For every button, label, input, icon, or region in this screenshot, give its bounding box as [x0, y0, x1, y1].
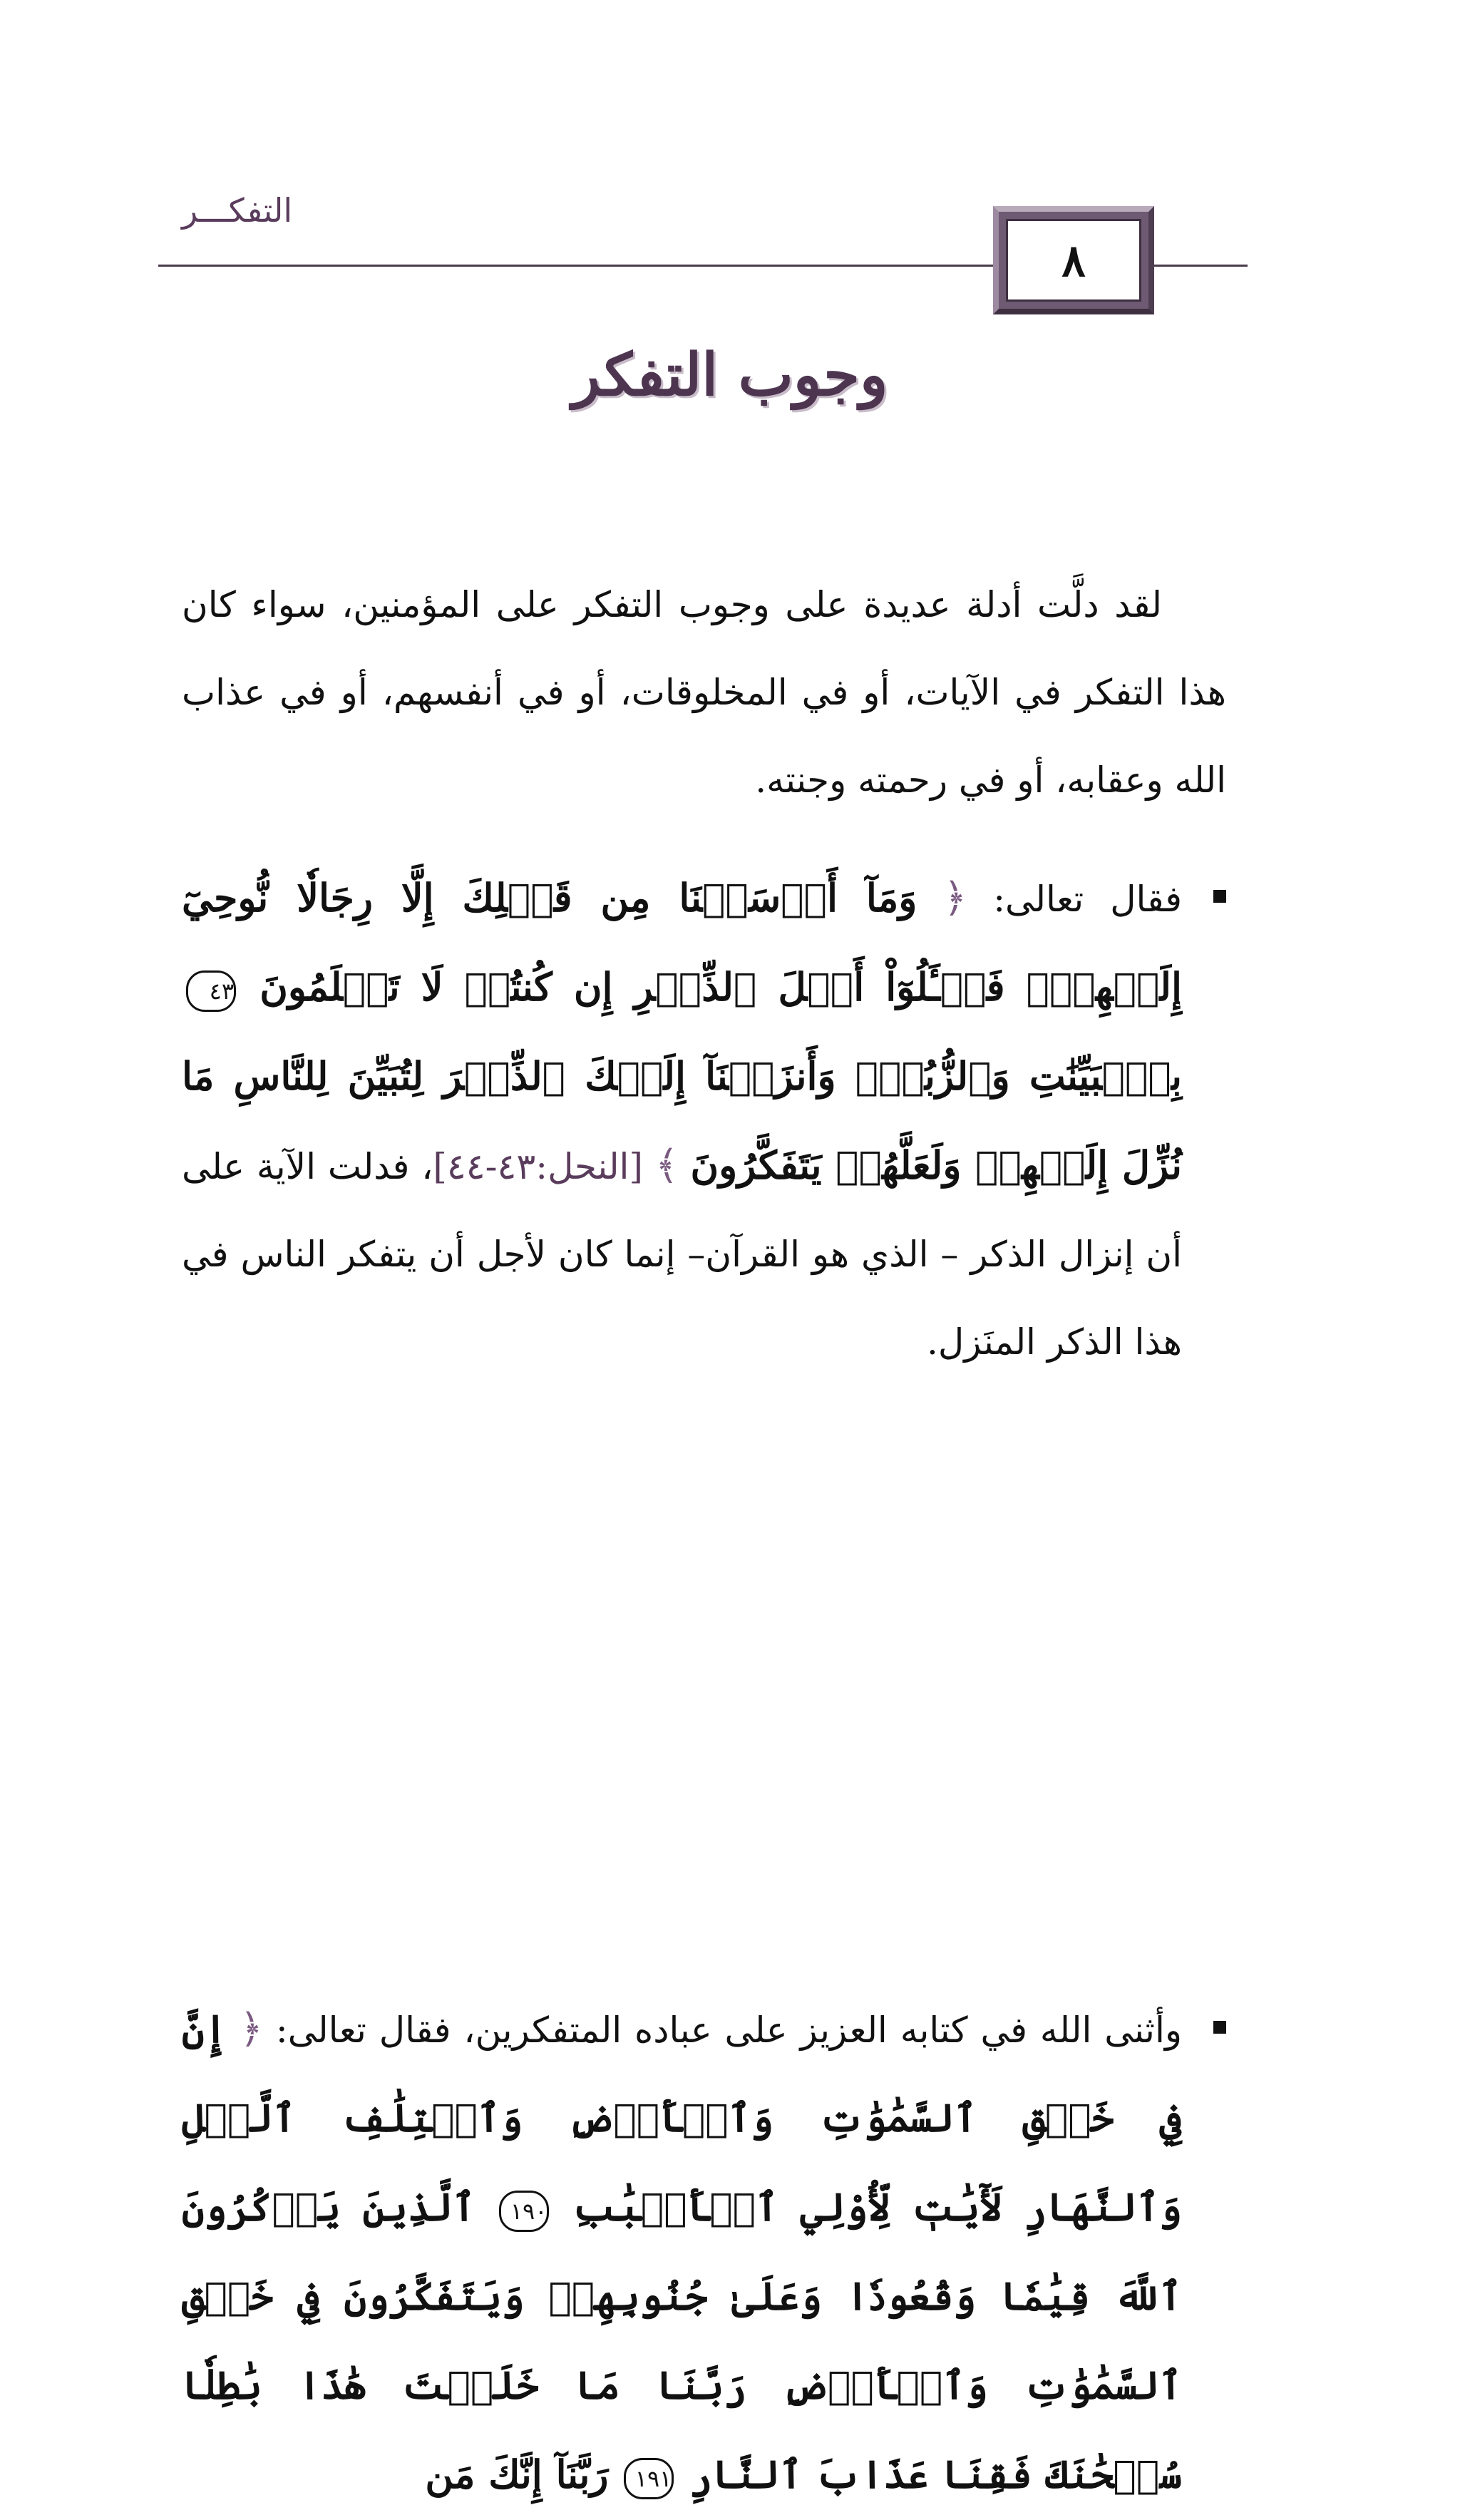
running-title: التفكـــر — [182, 191, 293, 230]
bullet-square-icon — [1213, 890, 1226, 903]
chapter-title: وجوب التفكر — [572, 341, 888, 409]
quran-verse: بِٱلۡبَيِّنَٰتِ وَٱلزُّبُرِۗ وَأَنزَلۡنَآ إِلَيۡكَ ٱلذِّكۡرَ لِتُبَيِّنَ لِلنَّاسِ مَا نُزِّلَ إِلَيۡهِمۡ وَلَعَلَّهُمۡ يَتَفَكَّرُونَ — [182, 1053, 1182, 1188]
bullet-item — [182, 854, 1226, 1386]
bullet-square-icon — [1213, 2021, 1226, 2034]
bullet-item — [182, 1985, 1226, 2520]
quran-verse: ٱلَّذِينَ يَذۡكُرُونَ ٱللَّهَ قِيَٰمٗا وَقُعُودٗا وَعَلَىٰ جُنُوبِهِمۡ وَيَتَفَكَّرُونَ فِي خَلۡقِ ٱلسَّمَٰوَٰتِ وَٱلۡأَرۡضِ رَبَّنَا مَا خَلَقۡتَ هَٰذَا بَٰطِلٗا سُبۡحَٰنَكَ فَقِنَا عَذَابَ ٱلنَّارِ — [182, 2184, 1182, 2497]
ayah-number-marker: ١٩٠ — [499, 2191, 549, 2232]
lead-text: فقال تعالى: — [993, 879, 1182, 920]
page-number-box — [993, 206, 1154, 314]
quran-verse: وَمَآ أَرۡسَلۡنَا مِن قَبۡلِكَ إِلَّا رِجَالٗا نُّوحِيٓ إِلَيۡهِمۡۚ فَسۡـَٔلُوٓاْ أَهۡلَ ٱلذِّكۡرِ إِن كُنتُمۡ لَا تَعۡلَمُونَ — [182, 875, 1182, 1010]
lead-text: وأثنى الله في كتابه العزيز على عباده المتفكرين، فقال تعالى: — [275, 2009, 1182, 2051]
bullet-text — [182, 854, 1226, 1386]
ayah-number-marker: ٤٣ — [186, 970, 236, 1012]
bullet-text — [182, 1985, 1226, 2520]
page-number: ٨ — [1061, 234, 1086, 287]
intro-paragraph: لقد دلَّت أدلة عديدة على وجوب التفكر على المؤمنين، سواء كان هذا التفكر في الآيات، أو في المخلوقات، أو في أنفسهم، أو في عذاب الله وعقابه، أو في رحمته وجنته. — [182, 584, 1226, 801]
page-number-frame — [1006, 219, 1141, 302]
ayah-number-marker: ١٩١ — [624, 2458, 674, 2499]
commentary-text: ، فدلت الآية على أن إنزال الذكر – الذي هو القرآن– إنما كان لأجل أن يتفكر الناس في هذا الذكر المنَزل. — [182, 1146, 1182, 1363]
quran-verse: رَبَّنَآ إِنَّكَ مَن — [425, 2452, 609, 2497]
ornate-close-bracket: ﴾ — [654, 1142, 679, 1189]
verse-reference: [النحل:٤٣-٤٤] — [433, 1146, 643, 1187]
quran-verse: إِنَّ فِي خَلۡقِ ٱلسَّمَٰوَٰتِ وَٱلۡأَرۡضِ وَٱخۡتِلَٰفِ ٱلَّيۡلِ وَٱلنَّهَارِ لَأٓيَٰتٖ لِّأُوْلِي ٱلۡأَلۡبَٰبِ — [182, 2006, 1182, 2230]
ornate-open-bracket: ﴿ — [943, 875, 967, 921]
ornate-open-bracket: ﴿ — [240, 2006, 263, 2052]
